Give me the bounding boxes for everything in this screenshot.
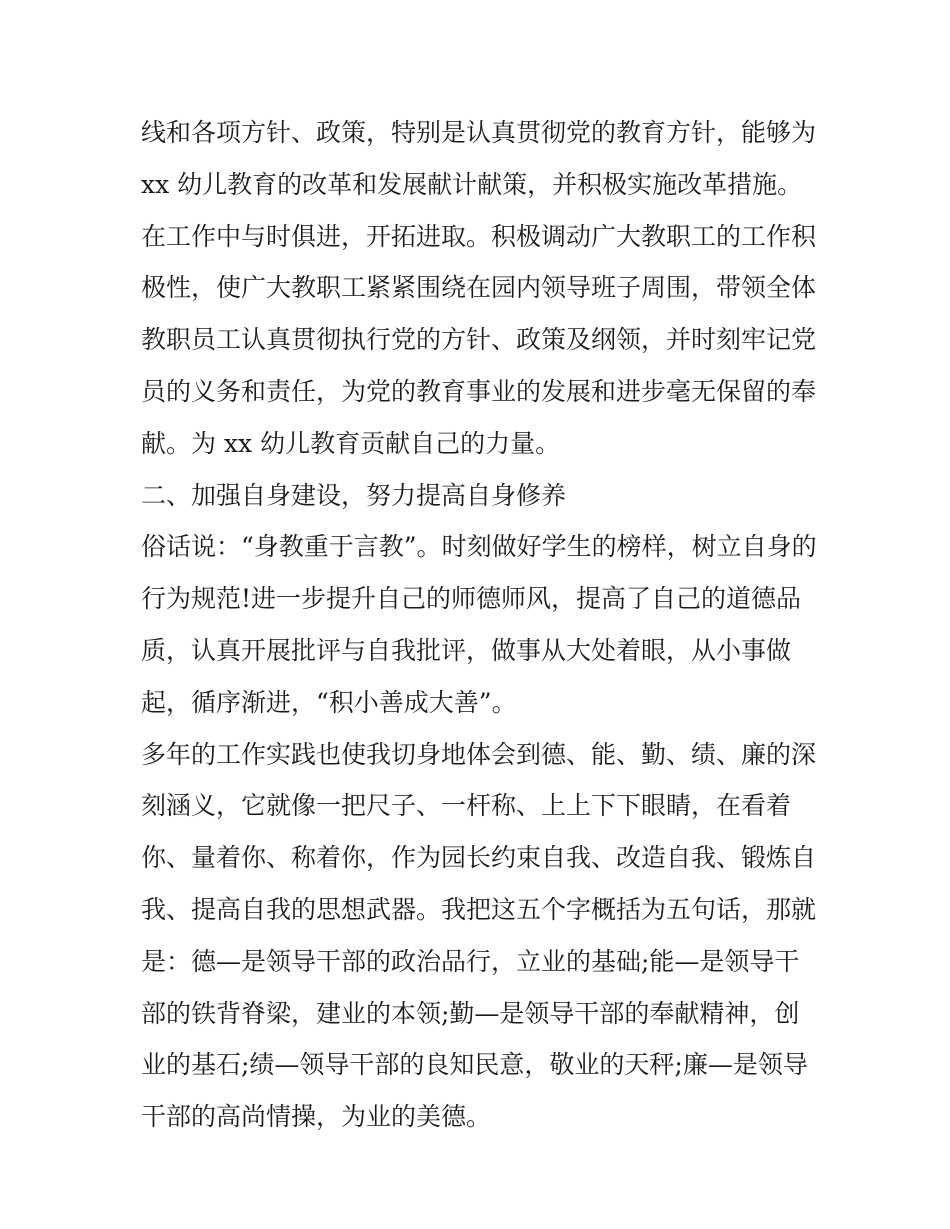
text-line: 业的基石;绩—领导干部的良知民意，敬业的天秤;廉—是领导 (141, 1050, 808, 1080)
text-line: 质，认真开展批评与自我批评，做事从大处着眼，从小事做 (141, 635, 792, 665)
text-line: 极性，使广大教职工紧紧围绕在园内领导班子周围，带领全体 (141, 273, 817, 303)
text-line: 教职员工认真贯彻执行党的方针、政策及纲领，并时刻牢记党 (141, 325, 817, 355)
text-line: 俗话说：“身教重于言教”。时刻做好学生的榜样，树立自身的 (141, 532, 817, 562)
text-line: 你、量着你、称着你，作为园长约束自我、改造自我、锻炼自 (141, 843, 817, 873)
text-line: 起，循序渐进，“积小善成大善”。 (141, 687, 517, 717)
section-heading: 二、加强自身建设，努力提高自身修养 (141, 480, 567, 510)
text-line: 部的铁背脊梁，建业的本领;勤—是领导干部的奉献精神，创 (141, 998, 800, 1028)
text-line: 多年的工作实践也使我切身地体会到德、能、勤、绩、廉的深 (141, 739, 817, 769)
text-line: xx 幼儿教育的改革和发展献计献策，并积极实施改革措施。 (141, 169, 803, 199)
text-line: 在工作中与时俱进，开拓进取。积极调动广大教职工的工作积 (141, 221, 817, 251)
text-line: 线和各项方针、政策，特别是认真贯彻党的教育方针，能够为 (141, 118, 817, 147)
body-text (141, 107, 821, 1143)
text-line: 行为规范!进一步提升自己的师德师风，提高了自己的道德品 (141, 584, 802, 614)
text-line: 刻涵义，它就像一把尺子、一杆称、上上下下眼睛，在看着 (141, 791, 792, 821)
text-line: 是：德—是领导干部的政治品行，立业的基础;能—是领导干 (141, 946, 800, 976)
text-line: 员的义务和责任，为党的教育事业的发展和进步毫无保留的奉 (141, 376, 817, 406)
text-line: 我、提高自我的思想武器。我把这五个字概括为五句话，那就 (141, 894, 817, 924)
text-line: 献。为 xx 幼儿教育贡献自己的力量。 (141, 428, 561, 458)
text-line: 干部的高尚情操，为业的美德。 (141, 1102, 492, 1132)
